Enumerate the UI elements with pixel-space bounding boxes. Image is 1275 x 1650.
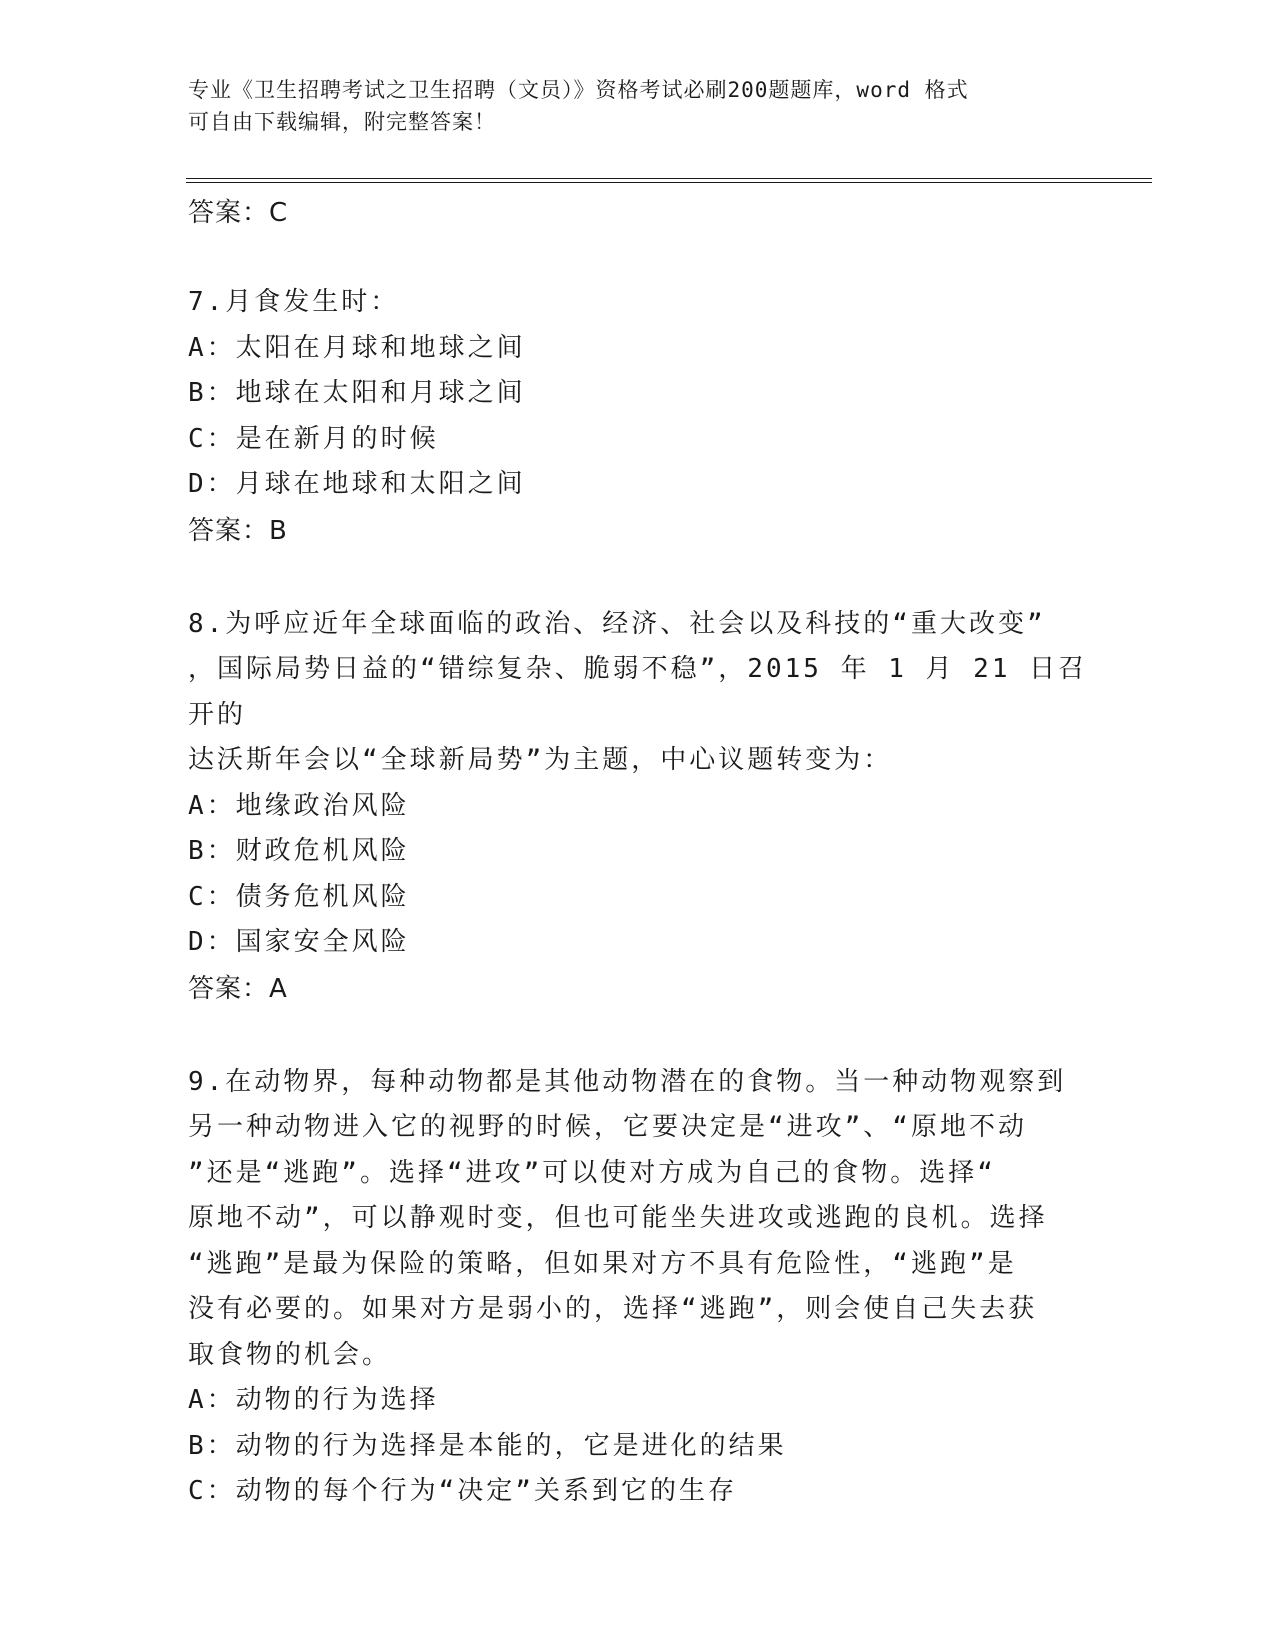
option-a: A：动物的行为选择 — [188, 1385, 439, 1415]
option-d: D：月球在地球和太阳之间 — [188, 469, 526, 499]
question-stem: 7.月食发生时： — [188, 287, 400, 317]
page-header — [188, 74, 1088, 138]
question-stem-line: 8.为呼应近年全球面临的政治、经济、社会以及科技的“重大改变” — [188, 608, 1046, 639]
question-stem-line: ，国际局势日益的“错综复杂、脆弱不稳”，2015 年 1 月 21 日召开的 — [188, 654, 1088, 730]
question-9 — [188, 1060, 1088, 1515]
document-body — [188, 190, 1088, 1515]
question-stem-line: 原地不动”，可以静观时变，但也可能坐失进攻或逃跑的良机。选择 — [188, 1203, 1048, 1233]
answer-line: 答案：A — [188, 973, 288, 1004]
question-stem-line: ”还是“逃跑”。选择“进攻”可以使对方成为自己的食物。选择“ — [188, 1157, 996, 1188]
option-c: C：是在新月的时候 — [188, 423, 439, 454]
option-d: D：国家安全风险 — [188, 927, 410, 957]
question-stem-line: 9.在动物界，每种动物都是其他动物潜在的食物。当一种动物观察到 — [188, 1066, 1067, 1097]
question-8 — [188, 602, 1088, 1012]
header-line-2: 可自由下载编辑，附完整答案！ — [188, 110, 496, 134]
question-stem-line: 达沃斯年会以“全球新局势”为主题，中心议题转变为： — [188, 745, 893, 775]
question-stem-line: 另一种动物进入它的视野的时候，它要决定是“进攻”、“原地不动 — [188, 1112, 1027, 1142]
answer-line: 答案：B — [188, 515, 288, 546]
option-c: C：动物的每个行为“决定”关系到它的生存 — [188, 1476, 737, 1506]
header-rule-top — [186, 178, 1152, 179]
header-rule-bottom — [186, 182, 1152, 183]
question-stem-line: “逃跑”是最为保险的策略，但如果对方不具有危险性，“逃跑”是 — [188, 1248, 1017, 1279]
header-line-1: 专业《卫生招聘考试之卫生招聘（文员）》资格考试必刷200题题库，word 格式 — [188, 78, 969, 102]
option-b: B：地球在太阳和月球之间 — [188, 378, 526, 408]
option-c: C：债务危机风险 — [188, 881, 410, 912]
question-stem-line: 取食物的机会。 — [188, 1339, 392, 1370]
answer-line: 答案：C — [188, 198, 289, 228]
option-b: B：财政危机风险 — [188, 836, 410, 866]
option-a: A：地缘政治风险 — [188, 790, 410, 821]
question-stem-line: 没有必要的。如果对方是弱小的，选择“逃跑”，则会使自己失去获 — [188, 1294, 1038, 1324]
option-b: B：动物的行为选择是本能的，它是进化的结果 — [188, 1430, 787, 1461]
question-7 — [188, 280, 1088, 554]
option-a: A：太阳在月球和地球之间 — [188, 332, 526, 363]
